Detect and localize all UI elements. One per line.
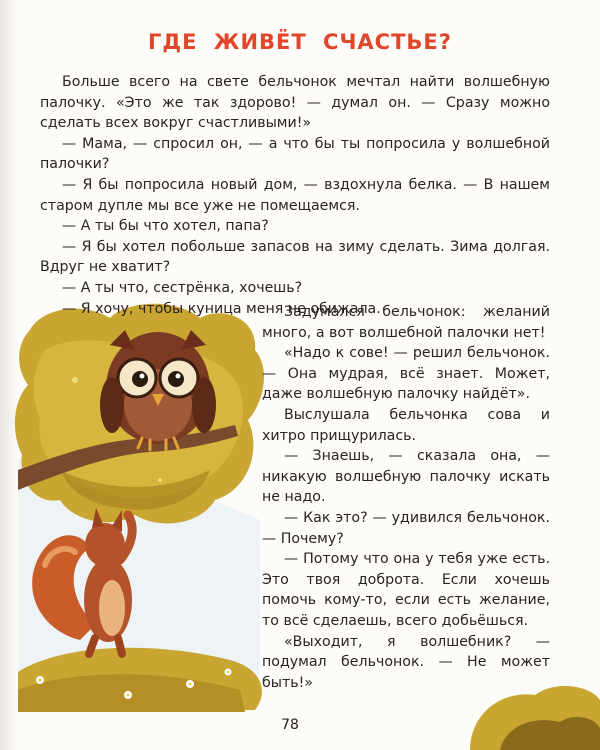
paragraph: — Я бы хотел побольше запасов на зиму сделать. Зима долгая. Вдруг не хватит? bbox=[40, 238, 550, 276]
paragraph: Выслушала бельчонка сова и хитро прищурилась. bbox=[262, 406, 550, 444]
story-text-top bbox=[40, 72, 550, 319]
paragraph: — А ты бы что хотел, папа? bbox=[62, 218, 269, 235]
bush bbox=[470, 686, 600, 750]
paragraph: — Знаешь, — сказала она, — никакую волшебную палочку искать не надо. bbox=[262, 448, 550, 506]
paragraph: — Мама, — спросил он, — а что бы ты попросила у волшебной палочки? bbox=[40, 135, 550, 173]
paragraph: — Потому что она у тебя уже есть. Это твоя доброта. Если хочешь помочь кому-то, если есть желание, то всё сделаешь, всего добьёшься. bbox=[262, 551, 550, 629]
paragraph: «Надо к сове! — решил бельчонок. — Она мудрая, всё знает. Может, даже волшебную палочку найдёт». bbox=[262, 345, 550, 403]
paragraph: — А ты что, сестрёнка, хочешь? bbox=[62, 279, 303, 296]
story-title: ГДЕ ЖИВЁТ СЧАСТЬЕ? bbox=[148, 30, 452, 54]
paragraph: Больше всего на свете бельчонок мечтал найти волшебную палочку. «Это же так здорово! — думал он. — Сразу можно сделать всех вокруг счастливыми!» bbox=[40, 74, 550, 132]
page-number: 78 bbox=[281, 717, 299, 733]
paragraph: — Как это? — удивился бельчонок. — Почему? bbox=[262, 509, 550, 547]
paragraph: — Я хочу, чтобы куница меня не обижала. bbox=[62, 300, 381, 317]
paragraph: Задумался бельчонок: желаний много, а вот волшебной палочки нет! bbox=[262, 304, 550, 341]
story-text-right bbox=[262, 302, 550, 693]
paragraph: — Я бы попросила новый дом, — вздохнула белка. — В нашем старом дупле мы все уже не помещаемся. bbox=[40, 176, 550, 214]
paragraph: «Выходит, я волшебник? — подумал бельчонок. — Не может быть!» bbox=[262, 633, 550, 691]
